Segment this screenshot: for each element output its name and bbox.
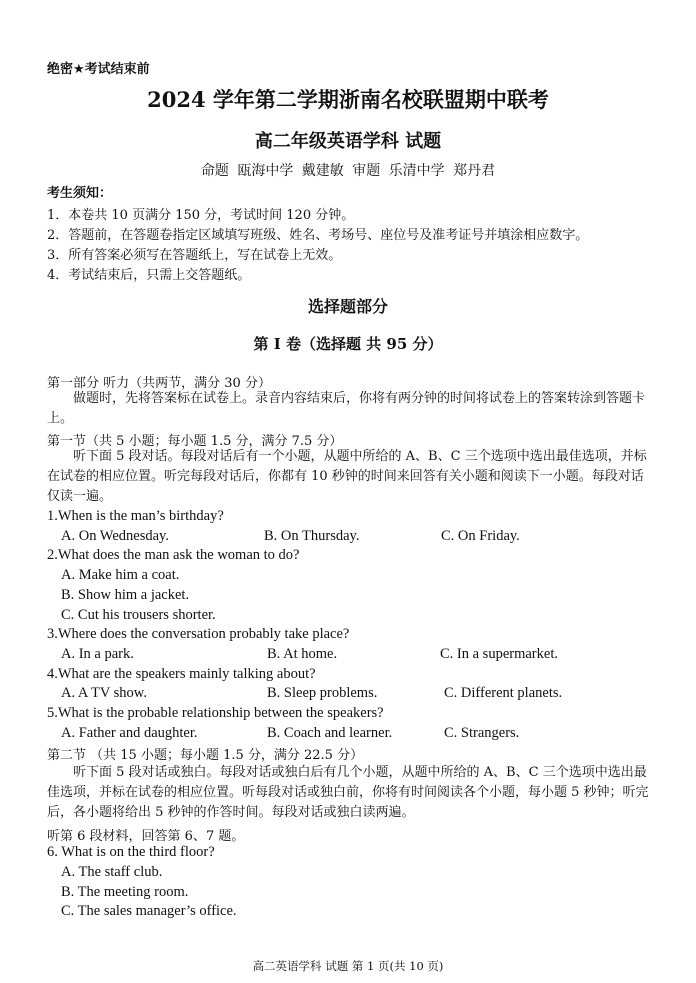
question-option: A. A TV show. (61, 685, 147, 701)
part1-instructions: 做题时，先将答案标在试卷上。录音内容结束后，你将有两分钟的时间将试卷上的答案转涂到答题卡上。 (47, 391, 646, 426)
exam-subtitle: 高二年级英语学科 试题 (254, 131, 442, 152)
notice-item: 1．本卷共 10 页满分 150 分，考试时间 120 分钟。 (47, 208, 355, 223)
question-option: B. Show him a jacket. (61, 587, 190, 603)
notice-heading: 考生须知： (47, 186, 113, 201)
question-option: B. On Thursday. (264, 528, 360, 544)
section1-heading: 第一节（共 5 小题；每小题 1.5 分，满分 7.5 分） (47, 434, 343, 449)
question-option: C. Different planets. (444, 685, 563, 701)
question-option: A. Father and daughter. (61, 725, 198, 741)
exam-title: 2024 学年第二学期浙南名校联盟期中联考 (147, 87, 549, 112)
question-option: C. Cut his trousers shorter. (61, 607, 216, 623)
question-option: C. Strangers. (444, 725, 520, 741)
question-option: A. The staff club. (61, 864, 163, 880)
volume-title: 第 I 卷（选择题 共 95 分） (253, 335, 443, 353)
question-stem: 3.Where does the conversation probably take place? (47, 626, 350, 642)
section2-instructions: 听下面 5 段对话或独白。每段对话或独白后有几个小题，从题中所给的 A、B、C 三个选项中选出最佳选项，并标在试卷的相应位置。听每段对话或独白前，你将有时间阅读各个小题，每小题 5 秒钟；听完后，各小题将给出 5 秒钟的作答时间。每段对话或独白读两遍。 (47, 765, 649, 820)
notice-item: 4．考试结束后，只需上交答题纸。 (47, 268, 251, 283)
question-option: A. In a park. (61, 646, 134, 662)
notice-item: 2．答题前，在答题卷指定区域填写班级、姓名、考场号、座位号及准考证号并填涂相应数字。 (47, 228, 589, 243)
confidential-label: 绝密★考试结束前 (47, 62, 150, 77)
question-stem: 5.What is the probable relationship between the speakers? (47, 705, 384, 721)
section1-instructions: 听下面 5 段对话。每段对话后有一个小题，从题中所给的 A、B、C 三个选项中选出最佳选项，并标在试卷的相应位置。听完每段对话后，你都有 10 秒钟的时间来回答有关小题和阅读下一小题。每段对话仅读一遍。 (47, 449, 647, 504)
question-option: B. Coach and learner. (267, 725, 393, 741)
question-option: B. At home. (267, 646, 338, 662)
question-stem: 1.When is the man’s birthday? (47, 508, 224, 524)
section2-heading: 第二节 （共 15 小题；每小题 1.5 分，满分 22.5 分） (47, 748, 364, 763)
exam-authors: 命题 瓯海中学 戴建敏 审题 乐清中学 郑丹君 (200, 163, 496, 179)
page-footer: 高二英语学科 试题 第 1 页(共 10 页) (252, 959, 444, 973)
question-option: B. The meeting room. (61, 884, 189, 900)
question-stem: 2.What does the man ask the woman to do? (47, 547, 300, 563)
notice-item: 3．所有答案必须写在答题纸上，写在试卷上无效。 (47, 248, 342, 263)
part1-heading: 第一部分 听力（共两节，满分 30 分） (47, 376, 271, 391)
question-stem: 4.What are the speakers mainly talking about? (47, 666, 316, 682)
question-option: C. In a supermarket. (440, 646, 558, 662)
question-option: A. On Wednesday. (61, 528, 169, 544)
question-option: B. Sleep problems. (267, 685, 378, 701)
question-option: A. Make him a coat. (61, 567, 180, 583)
section-title: 选择题部分 (307, 297, 388, 316)
question-stem: 6. What is on the third floor? (47, 844, 215, 860)
question-option: C. The sales manager’s office. (61, 903, 237, 919)
question-option: C. On Friday. (441, 528, 520, 544)
section2-material: 听第 6 段材料，回答第 6、7 题。 (47, 829, 245, 844)
